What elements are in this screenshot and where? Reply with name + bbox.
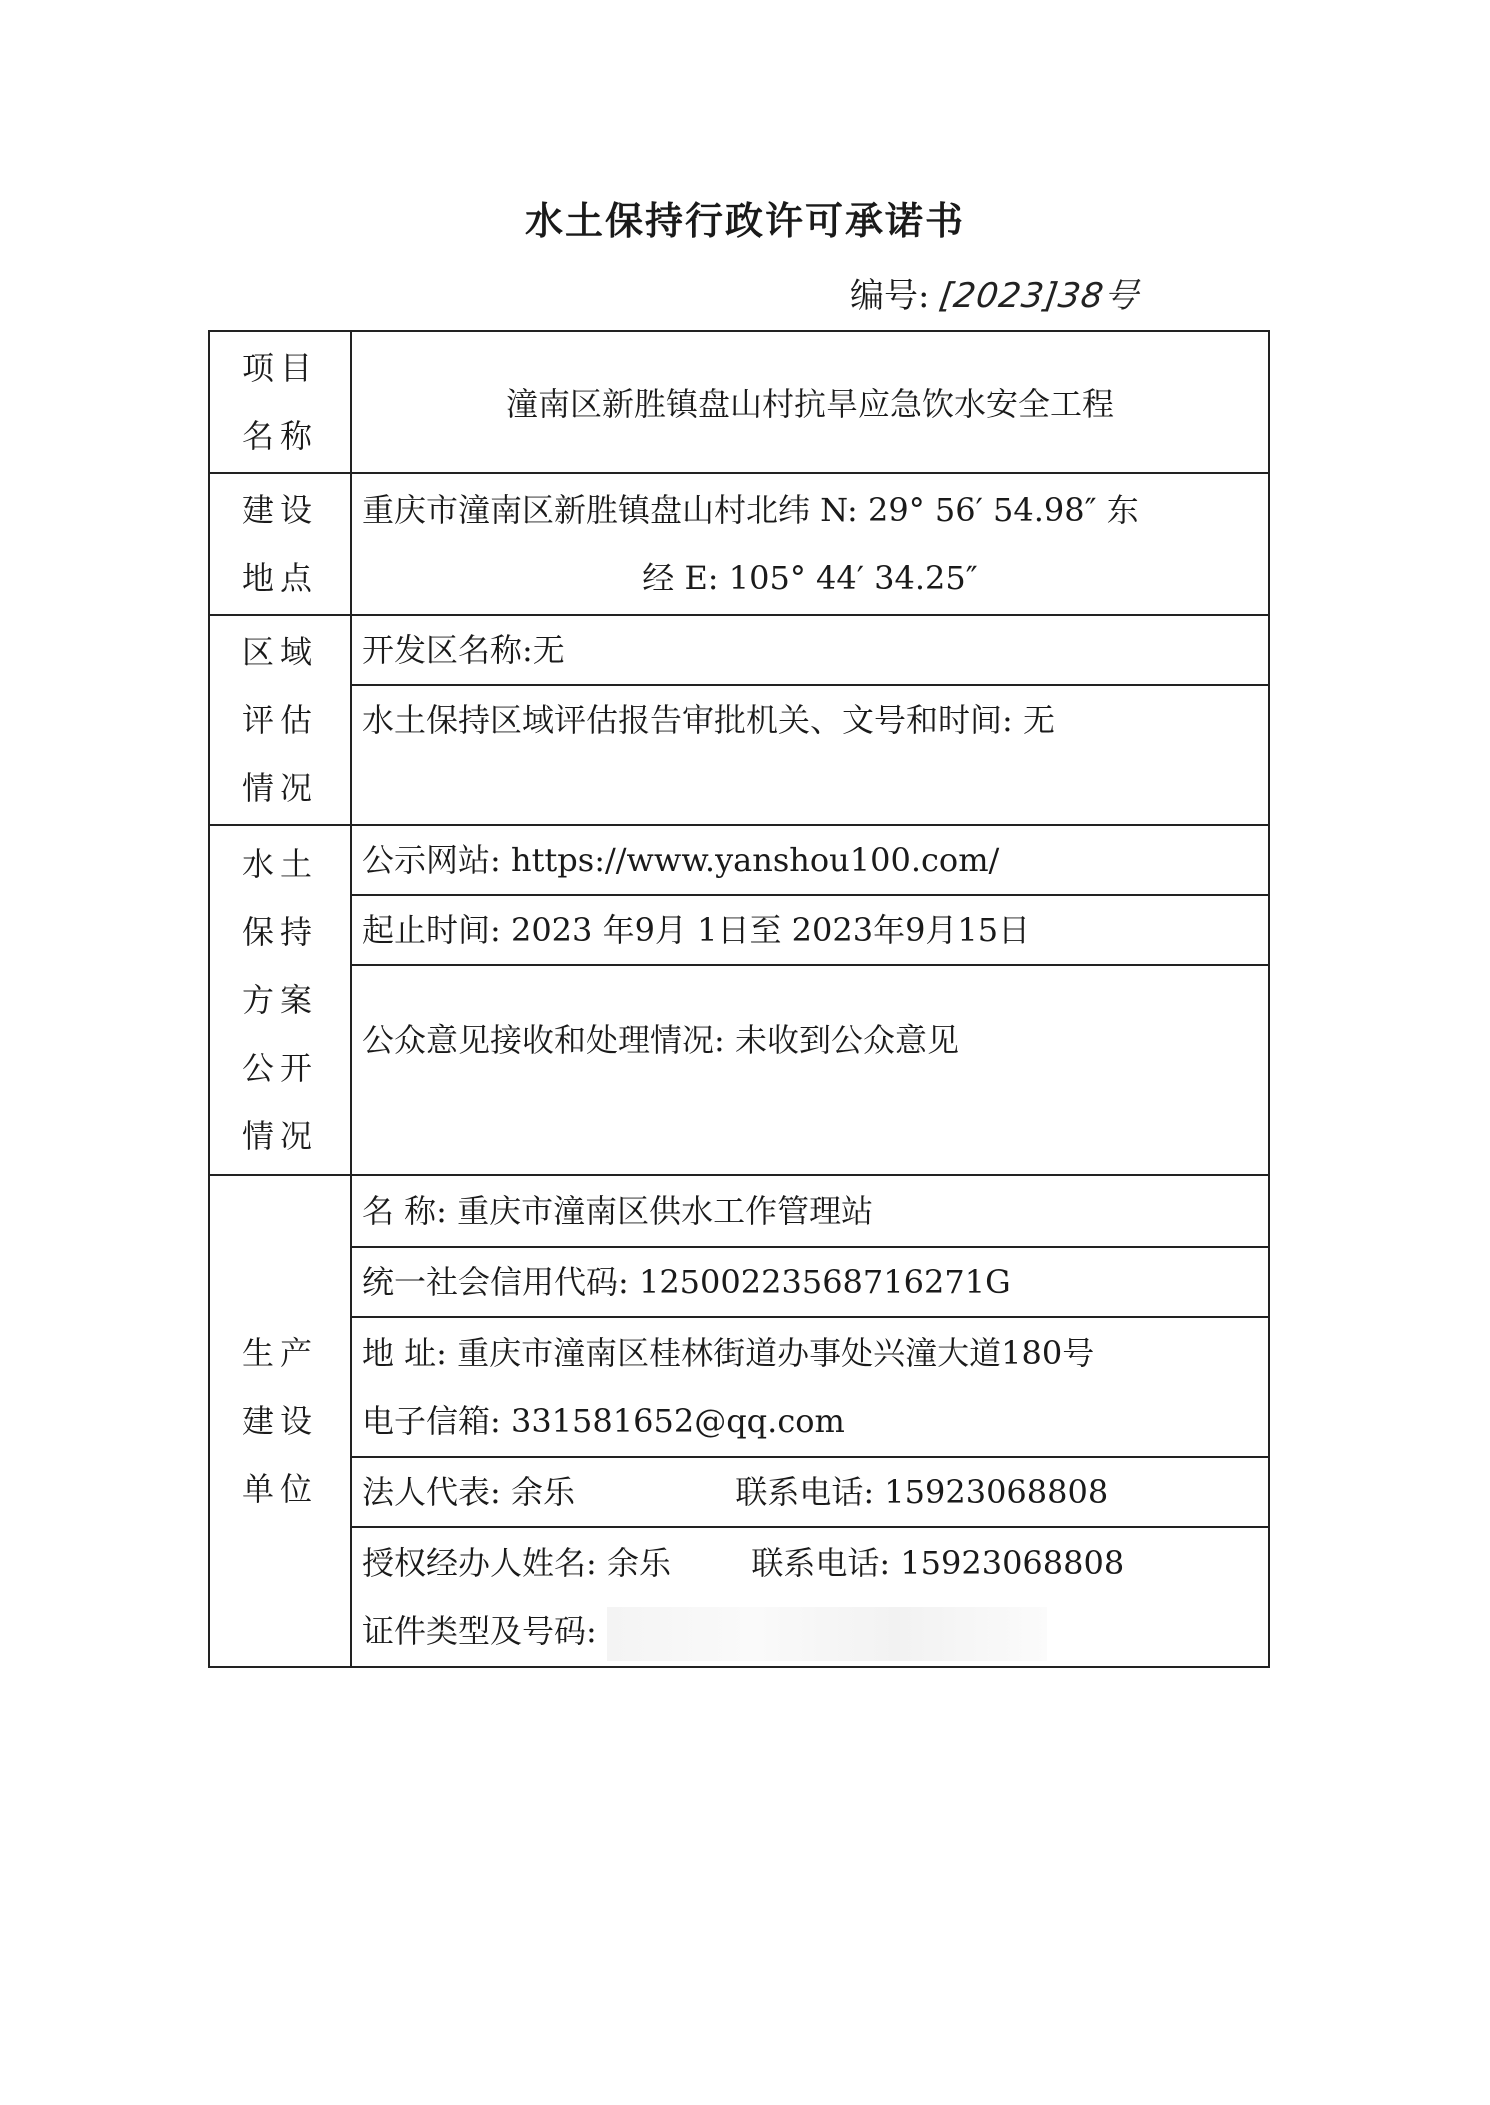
regional-approval: 水土保持区域评估报告审批机关、文号和时间: 无 [362, 701, 1055, 739]
unit-email: 电子信箱: 331581652@qq.com [362, 1402, 845, 1440]
construction-unit-label: 生产 建设 单位 [209, 1175, 351, 1667]
plan-disclosure-label: 水土 保持 方案 公开 情况 [209, 825, 351, 1175]
unit-agent-phone: 联系电话: 15923068808 [751, 1544, 1125, 1582]
disclosure-feedback-cell [351, 965, 1269, 1175]
regional-assessment-label: 区域 评估 情况 [209, 615, 351, 825]
commitment-table [208, 330, 1270, 1668]
unit-name: 名 称: 重庆市潼南区供水工作管理站 [351, 1175, 1269, 1247]
unit-id-row [362, 1597, 1258, 1665]
unit-credit-code: 统一社会信用代码: 12500223568716271G [351, 1247, 1269, 1317]
document-title: 水土保持行政许可承诺书 [524, 198, 965, 243]
disclosure-period: 起止时间: 2023 年9月 1日至 2023年9月15日 [351, 895, 1269, 965]
regional-approval-cell [351, 685, 1269, 825]
location-value [351, 473, 1269, 615]
project-name-value: 潼南区新胜镇盘山村抗旱应急饮水安全工程 [351, 331, 1269, 473]
dev-zone-name: 开发区名称:无 [351, 615, 1269, 685]
disclosure-website: 公示网站: https://www.yanshou100.com/ [351, 825, 1269, 895]
unit-legal-phone: 联系电话: 15923068808 [735, 1473, 1109, 1511]
unit-legal-rep-row [351, 1457, 1269, 1527]
unit-agent-cell [351, 1527, 1269, 1667]
unit-address: 地 址: 重庆市潼南区桂林街道办事处兴潼大道180号 [362, 1334, 1095, 1372]
unit-legal-rep: 法人代表: 余乐 [362, 1473, 575, 1511]
unit-id-label: 证件类型及号码: [362, 1612, 597, 1650]
number-handwritten-value: [2023]38号 [936, 276, 1142, 316]
location-label: 建设 地点 [209, 473, 351, 615]
redacted-id-number [607, 1607, 1047, 1661]
document-number [850, 268, 1140, 317]
location-line-1: 重庆市潼南区新胜镇盘山村北纬 N: 29° 56′ 54.98″ 东 [362, 491, 1139, 529]
number-label: 编号: [850, 276, 930, 316]
location-line-2: 经 E: 105° 44′ 34.25″ [642, 559, 978, 597]
unit-agent-name: 授权经办人姓名: 余乐 [362, 1544, 671, 1582]
unit-address-email-cell [351, 1317, 1269, 1457]
project-name-label: 项目 名称 [209, 331, 351, 473]
unit-agent-row [362, 1529, 1258, 1597]
disclosure-feedback: 公众意见接收和处理情况: 未收到公众意见 [362, 1021, 959, 1059]
